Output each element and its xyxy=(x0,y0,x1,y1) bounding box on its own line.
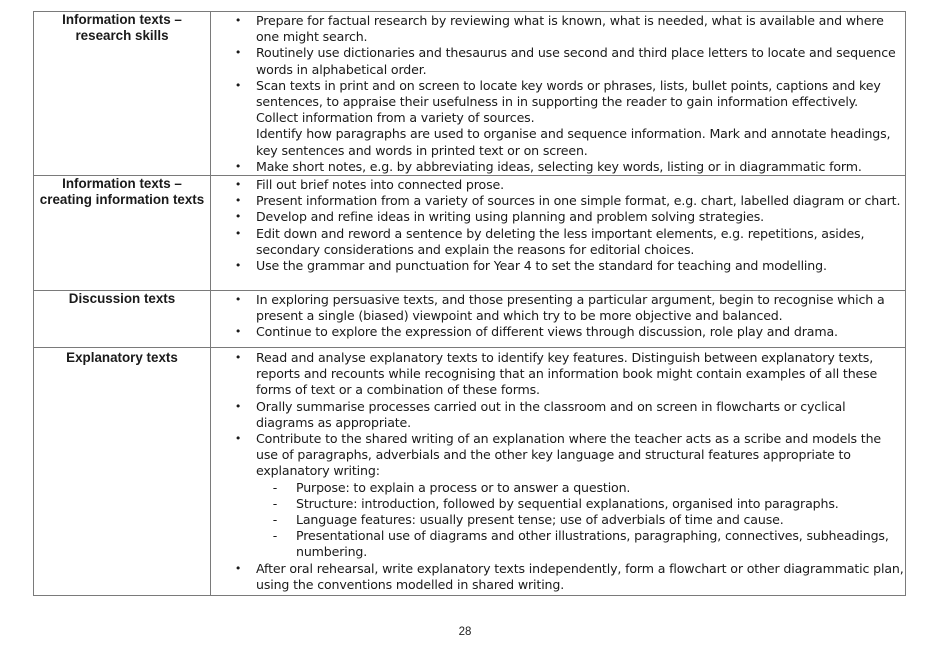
sub-list xyxy=(256,480,905,561)
list-item: • Fill out brief notes into connected prose. xyxy=(211,177,905,193)
heading-line: research skills xyxy=(75,28,169,44)
row-content xyxy=(211,348,906,596)
bullet-icon: • xyxy=(234,194,242,208)
list-item: • Contribute to the shared writing of an explanation where the teacher acts as a scribe and models the use of paragraphs, adverbials and the other key language and structural features appropriate to explanatory writing: - Purpose: to explain a process or to answer a question. - Structure: introduction, followed by sequential explanations, organised into paragraphs. - Language features: usually present tense; use of adverbials of time and cause. - Presentational use of diagrams and other illustrations, paragraphing, connectives, subheadings, numbering. xyxy=(211,431,905,561)
row-heading xyxy=(34,176,211,291)
bullet-icon: • xyxy=(234,46,242,60)
list-item: • Make short notes, e.g. by abbreviating ideas, selecting key words, listing or in diagrammatic form. xyxy=(211,159,905,175)
dash-icon: - xyxy=(272,495,278,511)
heading-line: Information texts – xyxy=(62,12,182,27)
row-heading xyxy=(34,291,211,348)
bullet-icon: • xyxy=(234,159,242,173)
bullet-icon: • xyxy=(234,561,242,575)
sub-list-item: - Purpose: to explain a process or to answer a question. xyxy=(256,480,905,496)
page-number: 28 xyxy=(458,626,472,638)
bullet-icon: • xyxy=(234,14,242,27)
curriculum-table xyxy=(33,11,906,596)
bullet-icon: • xyxy=(234,226,242,240)
table-row-research-skills xyxy=(34,12,906,176)
heading-line: Discussion texts xyxy=(68,291,176,307)
heading-line: Information texts – xyxy=(62,176,182,192)
dash-icon: - xyxy=(272,528,278,544)
list-item: • Edit down and reword a sentence by deleting the less important elements, e.g. repetitions, asides, secondary considerations and explain the reasons for editorial choices. xyxy=(211,226,905,258)
list-item: • In exploring persuasive texts, and those presenting a particular argument, begin to recognise which a present a single (biased) viewpoint and which try to be more objective and balanced. xyxy=(211,292,905,324)
row-heading xyxy=(34,12,211,176)
row-content xyxy=(211,291,906,348)
bullet-icon: • xyxy=(234,78,242,92)
bullet-icon: • xyxy=(234,325,242,339)
bullet-icon: • xyxy=(234,351,242,365)
table-row-explanatory-texts xyxy=(34,348,906,596)
bullet-icon: • xyxy=(234,399,242,413)
row-content xyxy=(211,176,906,291)
dash-icon: - xyxy=(272,512,278,528)
bullet-icon: • xyxy=(234,432,242,446)
list-item: • Use the grammar and punctuation for Year 4 to set the standard for teaching and modelling. xyxy=(211,258,905,274)
continuation-text: Identify how paragraphs are used to organise and sequence information. Mark and annotate headings, key sentences and words in printed text or on screen. xyxy=(256,126,891,158)
bullet-icon: • xyxy=(234,210,242,224)
sub-list-item: - Language features: usually present tense; use of adverbials of time and cause. xyxy=(256,512,905,528)
list-item: • After oral rehearsal, write explanatory texts independently, form a flowchart or other diagrammatic plan, using the conventions modelled in shared writing. xyxy=(211,561,905,593)
list-item: • Continue to explore the expression of different views through discussion, role play and drama. xyxy=(211,324,905,340)
list-item: • Routinely use dictionaries and thesaurus and use second and third place letters to locate and sequence words in alphabetical order. xyxy=(211,45,905,77)
list-item: • Scan texts in print and on screen to locate key words or phrases, lists, bullet points, captions and key sentences, to appraise their usefulness in in supporting the reader to gain information effectively. Collect information from a variety of sources. Identify how paragraphs are used to organise and sequence information. Mark and annotate headings, key sentences and words in printed text or on screen. xyxy=(211,78,905,159)
heading-line: creating information texts xyxy=(39,192,205,208)
list-item: • Read and analyse explanatory texts to identify key features. Distinguish between explanatory texts, reports and recounts while recognising that an information book might contain examples of all these forms of text or a combination of these forms. xyxy=(211,350,905,399)
sub-list-item: - Structure: introduction, followed by sequential explanations, organised into paragraphs. xyxy=(256,496,905,512)
list-item: • Prepare for factual research by reviewing what is known, what is needed, what is available and where one might search. xyxy=(211,13,905,45)
dash-icon: - xyxy=(272,479,278,495)
heading-line: Explanatory texts xyxy=(66,350,178,366)
bullet-icon: • xyxy=(234,178,242,192)
row-heading xyxy=(34,348,211,596)
list-item: • Develop and refine ideas in writing using planning and problem solving strategies. xyxy=(211,209,905,225)
bullet-icon: • xyxy=(234,293,242,307)
continuation-text: Collect information from a variety of sources. xyxy=(256,110,535,126)
table-row-discussion-texts xyxy=(34,291,906,348)
sub-list-item: - Presentational use of diagrams and other illustrations, paragraphing, connectives, subheadings, numbering. xyxy=(256,528,905,560)
table-row-creating-information-texts xyxy=(34,176,906,291)
list-item: • Present information from a variety of sources in one simple format, e.g. chart, labelled diagram or chart. xyxy=(211,193,905,209)
row-content xyxy=(211,12,906,176)
list-item: • Orally summarise processes carried out in the classroom and on screen in flowcharts or cyclical diagrams as appropriate. xyxy=(211,399,905,431)
bullet-icon: • xyxy=(234,259,242,273)
